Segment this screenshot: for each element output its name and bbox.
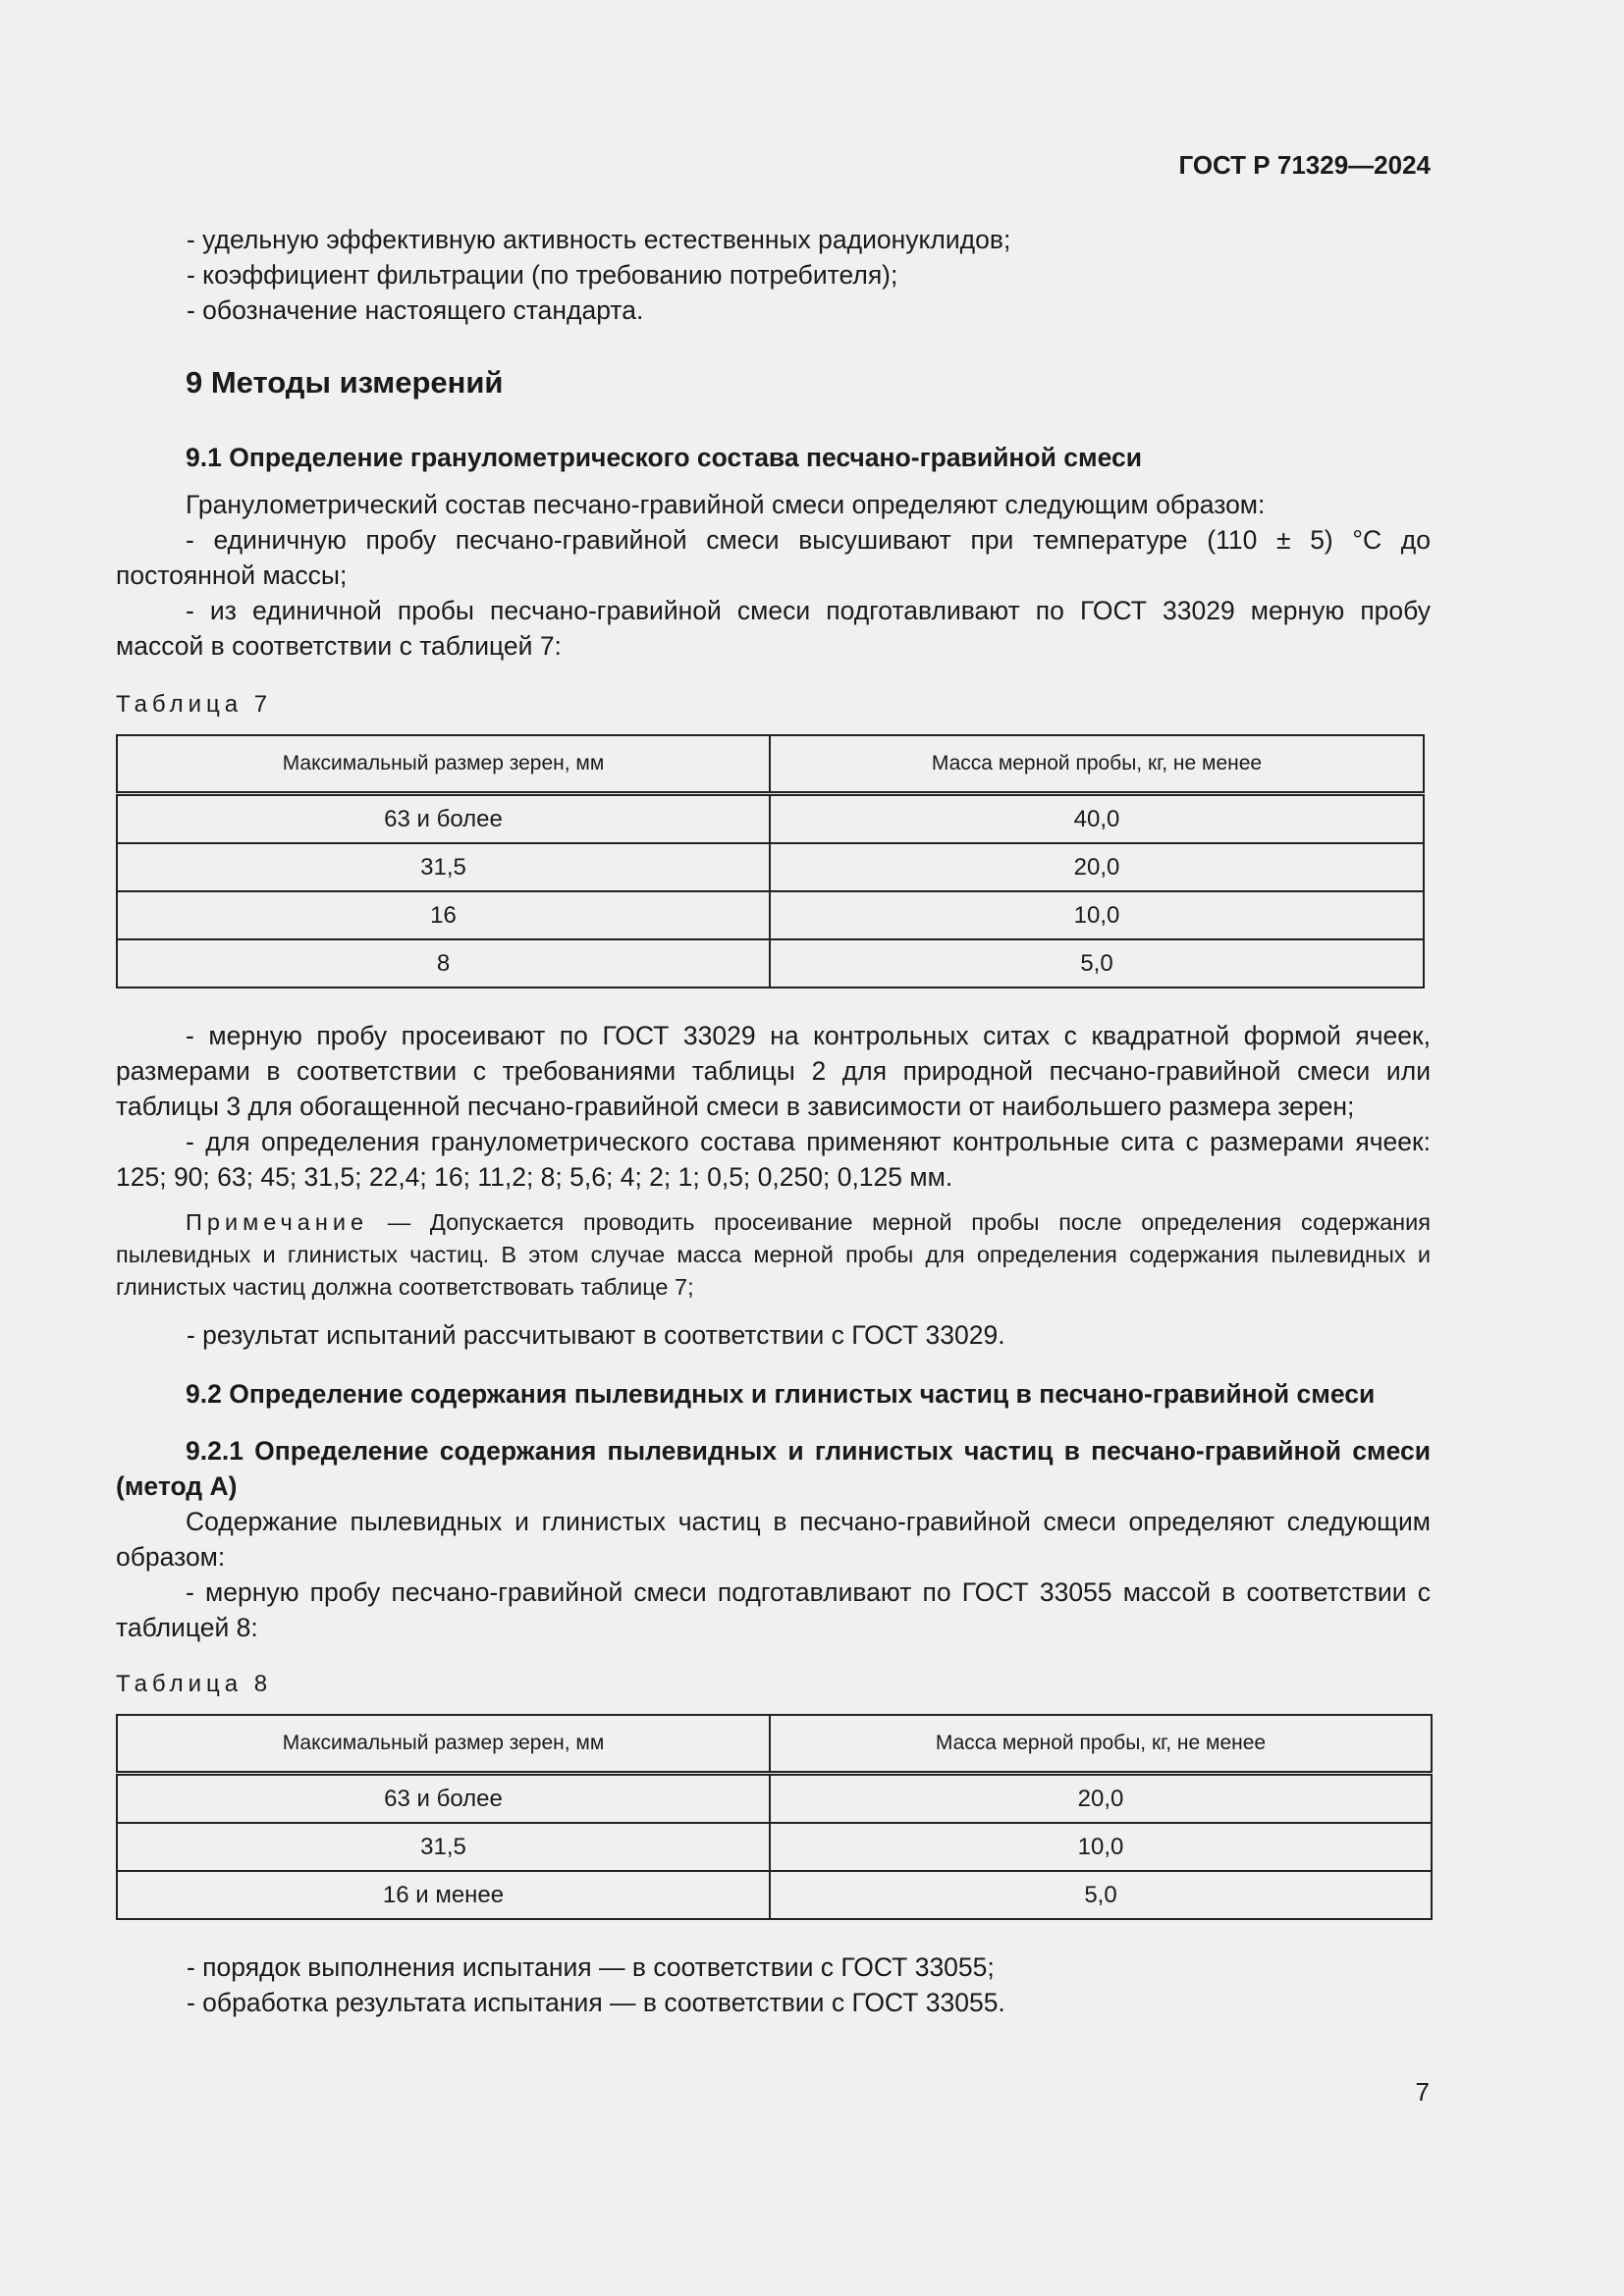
paragraph: - мерную пробу песчано-гравийной смеси подготавливают по ГОСТ 33055 массой в соответствии с таблицей 8: (116, 1577, 1431, 1642)
table-cell: 63 и более (117, 794, 770, 844)
table-header-row (117, 735, 1424, 794)
note (116, 1206, 1431, 1304)
paragraph: - из единичной пробы песчано-гравийной смеси подготавливают по ГОСТ 33029 мерную пробу массой в соответствии с таблицей 7: (116, 596, 1431, 661)
list-item: - коэффициент фильтрации (по требованию потребителя); (187, 260, 898, 290)
table-cell: 31,5 (117, 843, 770, 891)
section-heading: 9 Методы измерений (186, 365, 504, 400)
table-caption: Таблица 7 (116, 691, 273, 718)
paragraph: - мерную пробу просеивают по ГОСТ 33029 на контрольных ситах с квадратной формой ячеек, размерами в соответствии с требованиями таблицы 2 для природной песчано-гравийной смеси или таблицы 3 для обогащенной песчано-гравийной смеси в зависимости от наибольшего размера зерен; (116, 1021, 1431, 1121)
table-row (117, 939, 1424, 988)
table-cell: 5,0 (770, 1871, 1432, 1919)
table-row (117, 1823, 1432, 1871)
document-code: ГОСТ Р 71329—2024 (1178, 150, 1431, 180)
table-cell: 8 (117, 939, 770, 988)
subsection-heading: 9.2 Определение содержания пылевидных и глинистых частиц в песчано-гравийной смеси (186, 1379, 1376, 1409)
table-cell: 40,0 (770, 794, 1424, 844)
subsubsection-heading: 9.2.1 Определение содержания пылевидных и глинистых частиц в песчано-гравийной смеси (метод А) (116, 1436, 1431, 1501)
subsection-heading: 9.1 Определение гранулометрического состава песчано-гравийной смеси (186, 443, 1143, 472)
paragraph: - для определения гранулометрического состава применяют контрольные сита с размерами ячеек: 125; 90; 63; 45; 31,5; 22,4; 16; 11,2; 8; 5,6; 4; 2; 1; 0,5; 0,250; 0,125 мм. (116, 1127, 1431, 1192)
column-header: Максимальный размер зерен, мм (117, 1715, 770, 1774)
table-cell: 31,5 (117, 1823, 770, 1871)
table-cell: 63 и более (117, 1774, 770, 1824)
table-row (117, 1871, 1432, 1919)
column-header: Масса мерной пробы, кг, не менее (770, 1715, 1432, 1774)
table-caption: Таблица 8 (116, 1671, 273, 1697)
list-item: - порядок выполнения испытания — в соответствии с ГОСТ 33055; (187, 1952, 995, 1982)
page-number: 7 (1415, 2077, 1430, 2107)
table-cell: 5,0 (770, 939, 1424, 988)
table-row (117, 1774, 1432, 1824)
list-item: - обозначение настоящего стандарта. (187, 295, 644, 325)
table-cell: 16 (117, 891, 770, 939)
table-8 (116, 1714, 1433, 1920)
page-content (116, 222, 1431, 2020)
table-7 (116, 734, 1425, 988)
table-cell: 16 и менее (117, 1871, 770, 1919)
column-header: Масса мерной пробы, кг, не менее (770, 735, 1424, 794)
note-label: Примечание (186, 1209, 369, 1235)
table-cell: 10,0 (770, 891, 1424, 939)
table-row (117, 794, 1424, 844)
table-row (117, 843, 1424, 891)
table-cell: 20,0 (770, 1774, 1432, 1824)
column-header: Максимальный размер зерен, мм (117, 735, 770, 794)
paragraph: Гранулометрический состав песчано-гравийной смеси определяют следующим образом: (186, 490, 1266, 519)
note-text: — Допускается проводить просеивание мерной пробы после определения содержания пылевидных и глинистых частиц. В этом случае масса мерной пробы для определения содержания пылевидных и глинистых частиц должна соответствовать таблице 7; (116, 1209, 1431, 1300)
paragraph: Содержание пылевидных и глинистых частиц в песчано-гравийной смеси определяют следующим образом: (116, 1507, 1431, 1572)
paragraph: - результат испытаний рассчитывают в соответствии с ГОСТ 33029. (187, 1320, 1005, 1350)
table-header-row (117, 1715, 1432, 1774)
list-item: - обработка результата испытания — в соответствии с ГОСТ 33055. (187, 1988, 1005, 2017)
list-item: - удельную эффективную активность естественных радионуклидов; (187, 225, 1011, 254)
paragraph: - единичную пробу песчано-гравийной смеси высушивают при температуре (110 ± 5) °С до постоянной массы; (116, 525, 1431, 590)
table-row (117, 891, 1424, 939)
table-cell: 10,0 (770, 1823, 1432, 1871)
table-cell: 20,0 (770, 843, 1424, 891)
